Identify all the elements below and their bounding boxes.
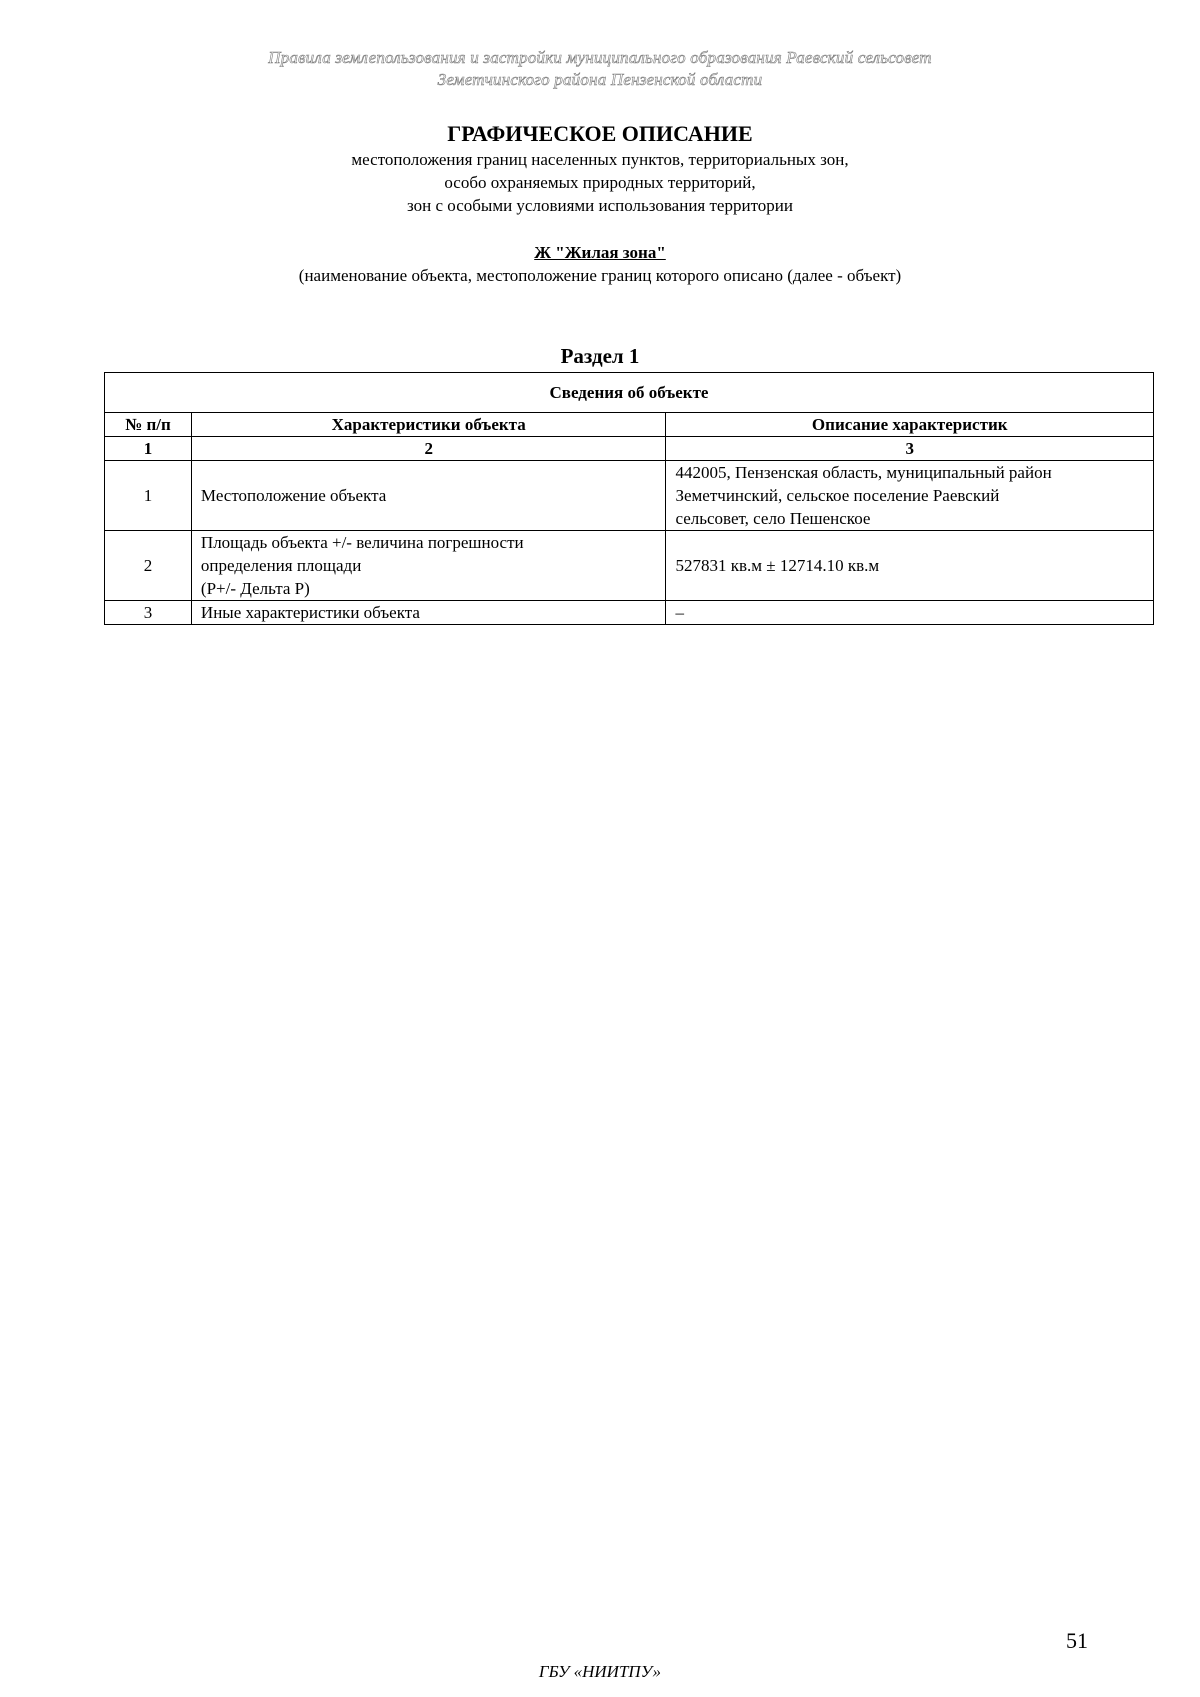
row-description-line: 442005, Пензенская область, муниципальный район	[675, 463, 1052, 482]
row-number: 2	[105, 531, 192, 601]
row-description	[666, 531, 1154, 601]
row-characteristic-line: Площадь объекта +/- величина погрешности	[200, 533, 524, 552]
object-name: Ж "Жилая зона"	[534, 243, 666, 262]
row-characteristic-line: (P+/- Дельта P)	[200, 579, 310, 598]
subtitle-line-3: зон с особыми условиями использования территории	[407, 196, 793, 215]
page-number: 51	[1066, 1628, 1088, 1653]
row-description	[666, 601, 1154, 625]
row-characteristic-line: определения площади	[200, 556, 362, 575]
object-info-table	[104, 372, 1154, 625]
running-header-line-1: Правила землепользования и застройки муниципального образования Раевский сельсовет	[268, 48, 932, 67]
row-number: 1	[105, 461, 192, 531]
footer-organization: ГБУ «НИИТПУ»	[538, 1662, 662, 1681]
row-description-line: Земетчинский, сельское поселение Раевский	[675, 486, 1000, 505]
row-description-line: –	[675, 603, 684, 622]
column-header-number: № п/п	[105, 413, 192, 437]
subtitle-line-2: особо охраняемых природных территорий,	[444, 173, 756, 192]
row-description-line: сельсовет, село Пешенское	[675, 509, 871, 528]
column-number-1: 1	[105, 437, 192, 461]
column-number-2: 2	[191, 437, 666, 461]
table-row	[105, 531, 1154, 601]
table-header-row	[105, 413, 1154, 437]
column-number-3: 3	[666, 437, 1154, 461]
table-column-number-row	[105, 437, 1154, 461]
subtitle-line-1: местоположения границ населенных пунктов, территориальных зон,	[351, 150, 849, 169]
column-header-characteristic: Характеристики объекта	[191, 413, 666, 437]
column-header-description: Описание характеристик	[666, 413, 1154, 437]
row-description-line: 527831 кв.м ± 12714.10 кв.м	[675, 556, 880, 575]
running-header-line-2: Земетчинского района Пензенской области	[437, 70, 763, 89]
row-characteristic	[191, 531, 666, 601]
table-caption-row	[105, 373, 1154, 413]
row-characteristic	[191, 461, 666, 531]
table-row	[105, 461, 1154, 531]
table-row	[105, 601, 1154, 625]
row-description	[666, 461, 1154, 531]
row-number: 3	[105, 601, 192, 625]
row-characteristic-line: Иные характеристики объекта	[200, 603, 420, 622]
row-characteristic	[191, 601, 666, 625]
document-title: ГРАФИЧЕСКОЕ ОПИСАНИЕ	[447, 121, 753, 146]
table-caption: Сведения об объекте	[105, 373, 1154, 413]
section-title: Раздел 1	[560, 344, 640, 368]
row-characteristic-line: Местоположение объекта	[200, 486, 387, 505]
object-note: (наименование объекта, местоположение границ которого описано (далее - объект)	[298, 266, 902, 285]
